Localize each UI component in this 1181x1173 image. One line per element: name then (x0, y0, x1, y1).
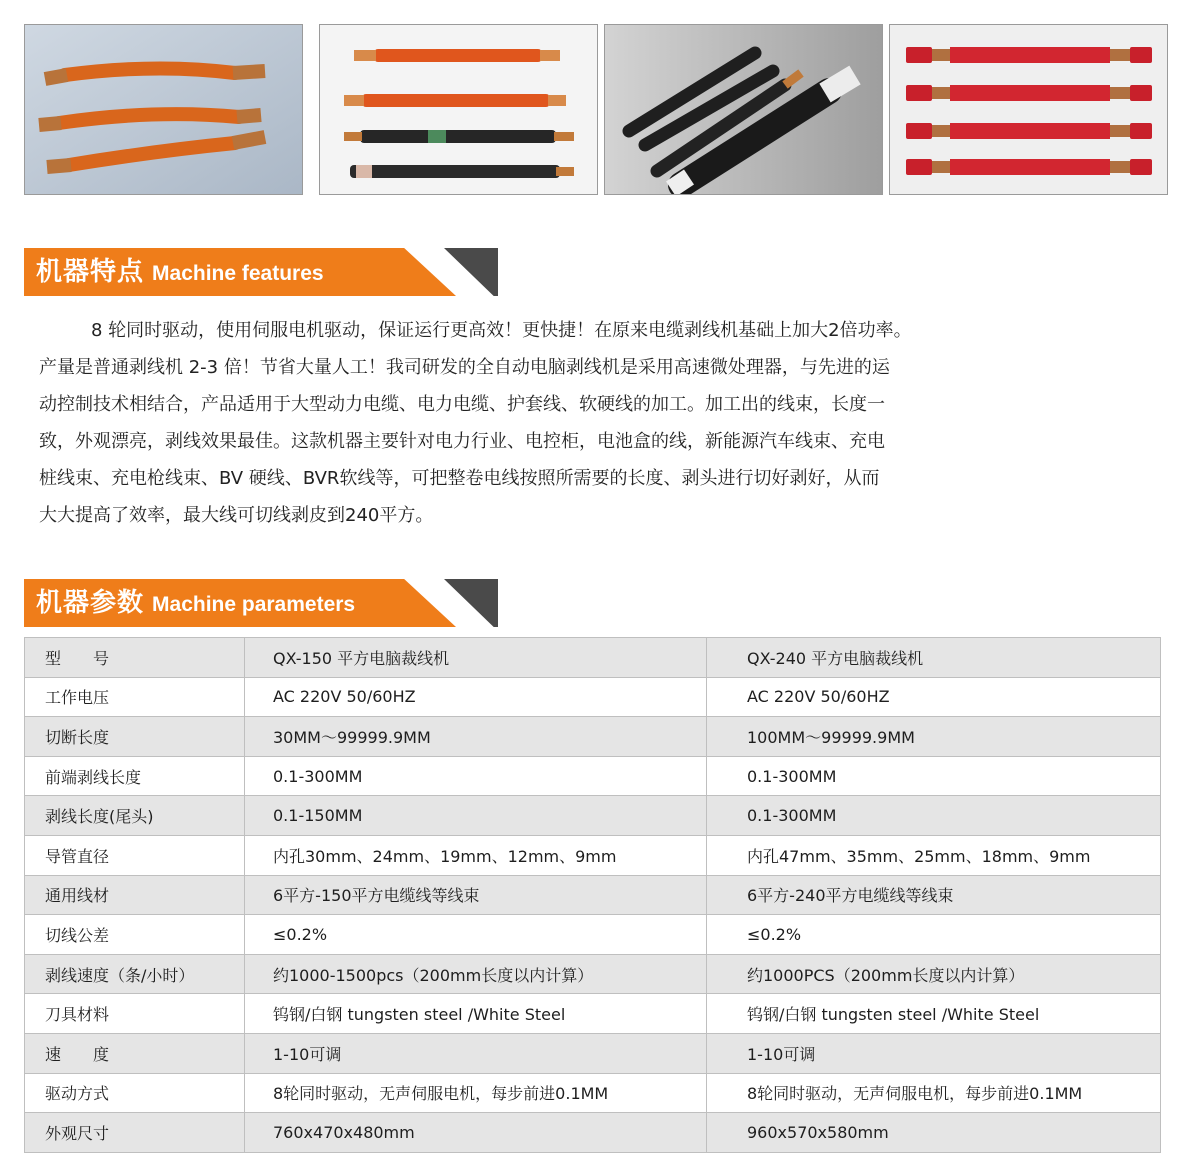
param-value-qx150: AC 220V 50/60HZ (245, 677, 707, 717)
features-line: 致，外观漂亮，剥线效果最佳。这款机器主要针对电力行业、电控柜，电池盒的线，新能源汽车线束、充电 (39, 431, 885, 452)
product-photo-strip (0, 0, 1181, 200)
table-row (25, 1033, 1161, 1073)
param-value-qx240: QX-240 平方电脑裁线机 (707, 638, 1161, 678)
photo-black-cables (604, 24, 883, 195)
param-value-qx240: AC 220V 50/60HZ (707, 677, 1161, 717)
param-label: 剥线长度(尾头) (25, 796, 245, 836)
table-row (25, 994, 1161, 1034)
table-row (25, 796, 1161, 836)
param-value-qx240: 钨钢/白钢 tungsten steel /White Steel (707, 994, 1161, 1034)
table-row (25, 954, 1161, 994)
param-value-qx240: 内孔47mm、35mm、25mm、18mm、9mm (707, 835, 1161, 875)
param-label: 工作电压 (25, 677, 245, 717)
param-label: 前端剥线长度 (25, 756, 245, 796)
param-label: 剥线速度（条/小时） (25, 954, 245, 994)
parameters-banner (24, 575, 484, 631)
param-value-qx240: 约1000PCS（200mm长度以内计算） (707, 954, 1161, 994)
param-value-qx240: 960x570x580mm (707, 1113, 1161, 1153)
param-value-qx150: QX-150 平方电脑裁线机 (245, 638, 707, 678)
features-line: 桩线束、充电枪线束、BV 硬线、BVR软线等，可把整卷电线按照所需要的长度、剥头进行切好剥好，从而 (39, 468, 880, 489)
param-label: 速 度 (25, 1033, 245, 1073)
features-description (39, 312, 1147, 534)
param-value-qx150: 8轮同时驱动，无声伺服电机，每步前进0.1MM (245, 1073, 707, 1113)
table-row (25, 875, 1161, 915)
param-value-qx150: 约1000-1500pcs（200mm长度以内计算） (245, 954, 707, 994)
table-row (25, 1113, 1161, 1153)
param-value-qx150: 1-10可调 (245, 1033, 707, 1073)
param-label: 外观尺寸 (25, 1113, 245, 1153)
param-value-qx150: 30MM～99999.9MM (245, 717, 707, 757)
param-value-qx150: 760x470x480mm (245, 1113, 707, 1153)
param-label: 型 号 (25, 638, 245, 678)
features-title-zh: 机器特点 (36, 257, 145, 287)
features-title (36, 248, 324, 296)
param-value-qx240: 0.1-300MM (707, 756, 1161, 796)
table-row (25, 638, 1161, 678)
features-line: 8 轮同时驱动，使用伺服电机驱动，保证运行更高效！更快捷！在原来电缆剥线机基础上加大2倍功率。 (91, 320, 912, 341)
param-value-qx150: 6平方-150平方电缆线等线束 (245, 875, 707, 915)
param-label: 切线公差 (25, 915, 245, 955)
param-label: 驱动方式 (25, 1073, 245, 1113)
table-row (25, 835, 1161, 875)
param-value-qx240: ≤0.2% (707, 915, 1161, 955)
photo-orange-cables (24, 24, 303, 195)
param-value-qx150: 钨钢/白钢 tungsten steel /White Steel (245, 994, 707, 1034)
features-line: 大大提高了效率，最大线可切线剥皮到240平方。 (39, 505, 434, 526)
param-value-qx150: ≤0.2% (245, 915, 707, 955)
param-value-qx240: 8轮同时驱动，无声伺服电机，每步前进0.1MM (707, 1073, 1161, 1113)
param-value-qx150: 内孔30mm、24mm、19mm、12mm、9mm (245, 835, 707, 875)
features-line: 动控制技术相结合，产品适用于大型动力电缆、电力电缆、护套线、软硬线的加工。加工出的线束，长度一 (39, 394, 885, 415)
param-label: 切断长度 (25, 717, 245, 757)
table-row (25, 915, 1161, 955)
param-value-qx150: 0.1-300MM (245, 756, 707, 796)
param-label: 通用线材 (25, 875, 245, 915)
param-value-qx240: 0.1-300MM (707, 796, 1161, 836)
parameters-table (24, 637, 1161, 1153)
parameters-title-zh: 机器参数 (36, 588, 145, 618)
black-cables-image (605, 25, 883, 195)
features-banner (24, 244, 484, 300)
parameters-banner-corner (444, 579, 498, 627)
param-value-qx240: 6平方-240平方电缆线等线束 (707, 875, 1161, 915)
table-row (25, 1073, 1161, 1113)
parameters-title-en: Machine parameters (152, 593, 356, 616)
param-label: 刀具材料 (25, 994, 245, 1034)
photo-orange-black-cables (319, 24, 598, 195)
red-cables-image (890, 25, 1168, 195)
parameters-title (36, 579, 355, 627)
param-value-qx240: 100MM～99999.9MM (707, 717, 1161, 757)
param-label: 导管直径 (25, 835, 245, 875)
orange-black-cables-image (320, 25, 598, 195)
table-row (25, 717, 1161, 757)
features-title-en: Machine features (152, 262, 324, 285)
orange-cables-image (25, 25, 303, 195)
param-value-qx150: 0.1-150MM (245, 796, 707, 836)
features-line: 产量是普通剥线机 2-3 倍！节省大量人工！我司研发的全自动电脑剥线机是采用高速微处理器，与先进的运 (39, 357, 890, 378)
param-value-qx240: 1-10可调 (707, 1033, 1161, 1073)
photo-red-cables (889, 24, 1168, 195)
features-banner-corner (444, 248, 498, 296)
table-row (25, 756, 1161, 796)
table-row (25, 677, 1161, 717)
